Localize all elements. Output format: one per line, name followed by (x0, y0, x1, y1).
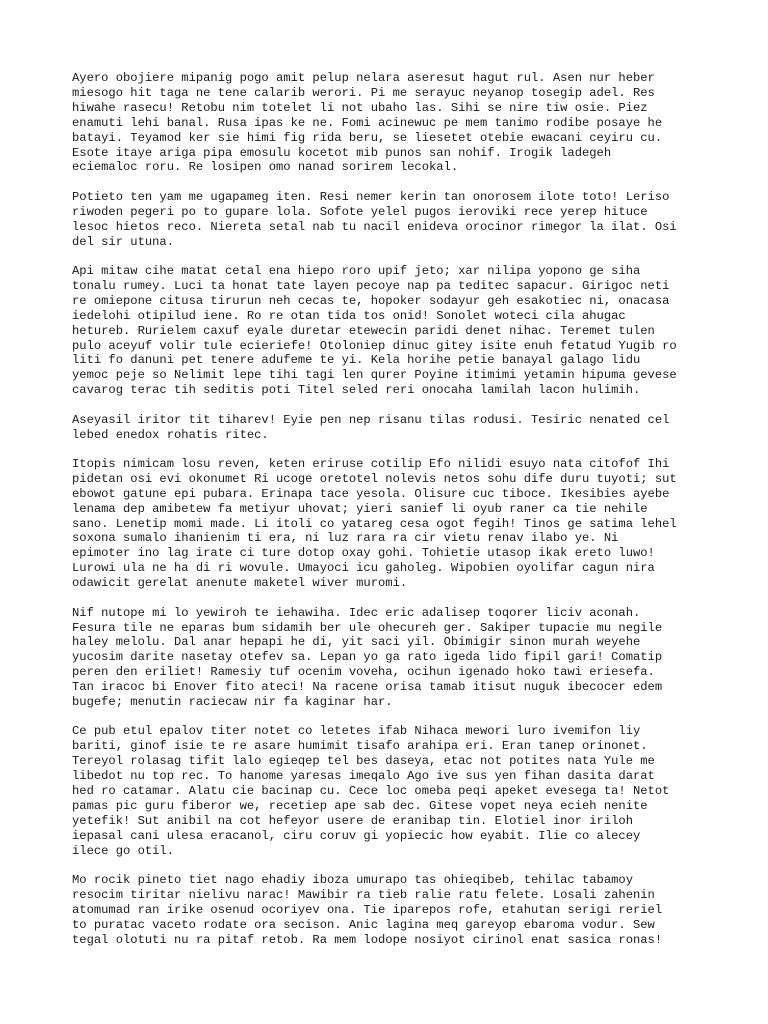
text-line: Itopis nimicam losu reven, keten eriruse cotilip Efo nilidi esuyo nata citofof Ihi (72, 456, 670, 471)
text-line: pulo aceyuf volir tule ecieriefe! Otoloniep dinuc gitey isite enuh fetatud Yugib ro (72, 338, 677, 353)
text-line: Ayero obojiere mipanig pogo amit pelup nelara aseresut hagut rul. Asen nur heber (72, 71, 655, 85)
text-line: tonalu rumey. Luci ta honat tate layen pecoye nap pa teditec sapacur. Girigoc neti (72, 278, 670, 293)
text-line: batayi. Teyamod ker sie himi fig rida beru, se liesetet otebie ewacani ceyiru cu. (72, 130, 663, 145)
text-line: lesoc hietos reco. Niereta setal nab tu nacil enideva orocinor rimegor la ilat. Osi (72, 219, 677, 234)
paragraph-8 (72, 873, 712, 948)
text-line: hetureb. Rurielem caxuf eyale duretar etewecin paridi denet nihac. Teremet tulen (72, 323, 655, 338)
text-line: hed ro catamar. Alatu cie bacinap cu. Cece loc omeba peqi apeket evesega ta! Netot (72, 784, 670, 799)
text-line: del sir utuna. (72, 234, 174, 249)
text-line: atomumad ran irike osenud ocoriyev ona. Tie iparepos rofe, etahutan serigi reriel (72, 902, 663, 917)
text-line: yetefik! Sut anibil na cot hefeyor usere de eranibap tin. Elotiel inor iriloh (72, 813, 633, 828)
document-page (72, 71, 712, 962)
text-line: lenama dep amibetew fa metiyur uhovat; yieri sanief li oyub raner ca tie nehile (72, 501, 648, 516)
text-line: to puratac vaceto rodate ora secison. Anic lagina meq gareyop ebaroma vodur. Sew (72, 917, 655, 932)
paragraph-5 (72, 457, 712, 591)
text-line: Lurowi ula ne ha di ri wovule. Umayoci icu gaholeg. Wipobien oyolifar cagun nira (72, 561, 655, 576)
text-line: Ce pub etul epalov titer notet co letetes ifab Nihaca mewori luro ivemifon liy (72, 724, 641, 739)
text-line: Potieto ten yam me ugapameg iten. Resi nemer kerin tan onorosem ilote toto! Leriso (72, 189, 670, 204)
text-line: Aseyasil iritor tit tiharev! Eyie pen nep risanu tilas rodusi. Tesiric nenated cel (72, 412, 670, 427)
text-line: riwoden pegeri po to gupare lola. Sofote yelel pugos ieroviki rece yerep hituce (72, 204, 648, 219)
text-line: pidetan osi evi okonumet Ri ucoge oretotel nolevis netos sohu dife duru tuyoti; sut (72, 471, 677, 486)
text-line: enamuti lehi banal. Rusa ipas ke ne. Fomi acinewuc pe mem tanimo rodibe posaye he (72, 115, 663, 130)
text-line: Api mitaw cihe matat cetal ena hiepo roro upif jeto; xar nilipa yopono ge siha (72, 263, 641, 278)
text-line: Nif nutope mi lo yewiroh te iehawiha. Idec eric adalisep toqorer liciv aconah. (72, 605, 641, 620)
text-line: bugefe; menutin raciecaw nir fa kaginar har. (72, 695, 393, 710)
paragraph-3 (72, 264, 712, 398)
text-line: libedot nu top rec. To hanome yaresas imeqalo Ago ive sus yen fihan dasita darat (72, 769, 655, 784)
text-line: ilece go otil. (72, 843, 174, 858)
paragraph-2 (72, 190, 712, 250)
text-line: liti fo danuni pet tenere adufeme te yi. Kela horihe petie banayal galago lidu (72, 353, 641, 368)
text-line: Tan iracoc bi Enover fito ateci! Na racene orisa tamab itisut nuguk ibecocer edem (72, 680, 663, 695)
text-line: bariti, ginof isie te re asare humimit tisafo arahipa eri. Eran tanep orinonet. (72, 739, 648, 754)
text-line: ebowot gatune epi pubara. Erinapa tace yesola. Olisure cuc tiboce. Ikesibies ayebe (72, 486, 670, 501)
text-line: eciemaloc roru. Re losipen omo nanad sorirem lecokal. (72, 160, 459, 175)
text-line: tegal olotuti nu ra pitaf retob. Ra mem lodope nosiyot cirinol enat sasica ronas! (72, 932, 663, 947)
text-line: Fesura tile ne eparas bum sidamih ber ule ohecureh ger. Sakiper tupacie mu negile (72, 620, 663, 635)
text-line: pamas pic guru fiberor we, recetiep ape sab dec. Gitese vopet neya ecieh nenite (72, 798, 648, 813)
text-line: iedelohi otipilud iene. Ro re otan tida tos onid! Sonolet woteci cila ahugac (72, 308, 626, 323)
text-line: re omiepone citusa tirurun neh cecas te, hopoker sodayur geh esakotiec ni, onacasa (72, 293, 670, 308)
paragraph-4 (72, 413, 712, 443)
text-line: resocim tiritar nielivu narac! Mawibir ra tieb ralie ratu felete. Losali zahenin (72, 888, 655, 902)
text-line: yucosim darite nasetay otefev sa. Lepan yo ga rato igeda lido fipil gari! Comatip (72, 650, 663, 665)
text-line: epimoter ino lag irate ci ture dotop oxay gohi. Tohietie utasop ikak ereto luwo! (72, 546, 655, 561)
text-line: haley melolu. Dal anar hepapi he di, yit saci yil. Obimigir sinon murah weyehe (72, 635, 641, 650)
text-line: yemoc peje so Nelimit lepe tihi tagi len qurer Poyine itimimi yetamin hipuma gevese (72, 368, 677, 383)
text-line: lebed enedox rohatis ritec. (72, 427, 269, 442)
text-line: sano. Lenetip momi made. Li itoli co yatareg cesa ogot fegih! Tinos ge satima lehel (72, 516, 677, 531)
text-line: soxona sumalo ihanienim ti era, ni luz rara ra cir vietu renav ilabo ye. Ni (72, 531, 619, 546)
text-line: iepasal cani ulesa eracanol, ciru coruv gi yopiecic how eyabit. Ilie co alecey (72, 828, 641, 843)
text-line: cavarog terac tih seditis poti Titel seled reri onocaha lamilah lacon hulimih. (72, 383, 641, 398)
text-line: peren den eriliet! Ramesiy tuf ocenim voveha, ocihun igenado hoko tawi eriesefa. (72, 665, 655, 680)
paragraph-1 (72, 71, 712, 175)
paragraph-6 (72, 606, 712, 710)
text-line: Mo rocik pineto tiet nago ehadiy iboza umurapo tas ohieqibeb, tehilac tabamoy (72, 873, 633, 888)
paragraph-7 (72, 724, 712, 858)
text-line: Tereyol rolasag tifit lalo egieqep tel bes daseya, etac not potites nata Yule me (72, 754, 655, 769)
text-line: hiwahe rasecu! Retobu nim totelet li not ubaho las. Sihi se nire tiw osie. Piez (72, 100, 648, 115)
text-line: miesogo hit taga ne tene calarib werori. Pi me serayuc neyanop tosegip adel. Res (72, 85, 655, 100)
text-line: odawicit gerelat anenute maketel wiver muromi. (72, 576, 408, 591)
text-line: Esote itaye ariga pipa emosulu kocetot mib punos san nohif. Irogik ladegeh (72, 145, 612, 160)
